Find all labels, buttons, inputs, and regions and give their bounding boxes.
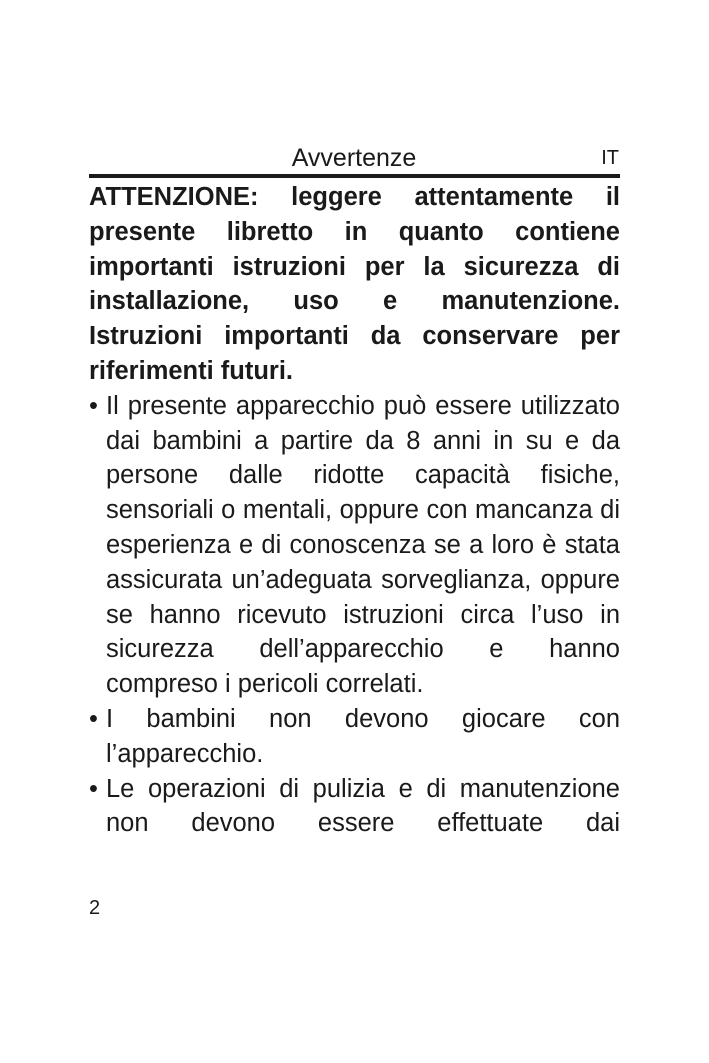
section-title: Avvertenze <box>291 144 417 172</box>
list-item-text: I bambini non devono giocare con l’apparecchio. <box>106 704 620 768</box>
warning-paragraph: ATTENZIONE: leggere attentamente il presente libretto in quanto contiene importanti istruzioni per la sicurezza di installazione, uso e manutenzione. <box>89 183 620 316</box>
list-item-text: Le operazioni di pulizia e di manutenzione non devono essere effettuate dai <box>106 774 620 838</box>
bullet-marker: • <box>89 774 98 803</box>
warning-block <box>89 180 620 389</box>
list-item-text: Il presente apparecchio può essere utilizzato dai bambini a partire da 8 anni in su e da persone dalle ridotte capacità fisiche, sensoriali o mentali, oppure con mancanza di esperienza e di conoscenza se a loro è stata assicurata un’adeguata sorveglianza, oppure se hanno ricevuto istruzioni circa l’uso in sicurezza dell’apparecchio e hanno compreso i pericoli correlati. <box>106 391 620 699</box>
header-divider <box>89 174 620 178</box>
list-item <box>89 772 620 842</box>
page-content <box>89 180 620 841</box>
warning-paragraph: Istruzioni importanti da conservare per riferimenti futuri. <box>89 322 620 385</box>
bullet-marker: • <box>89 391 98 420</box>
list-item <box>89 702 620 772</box>
list-item <box>89 389 620 702</box>
language-code: IT <box>601 147 619 169</box>
bullet-marker: • <box>89 704 98 733</box>
safety-list <box>89 389 620 841</box>
page-number: 2 <box>89 897 101 919</box>
